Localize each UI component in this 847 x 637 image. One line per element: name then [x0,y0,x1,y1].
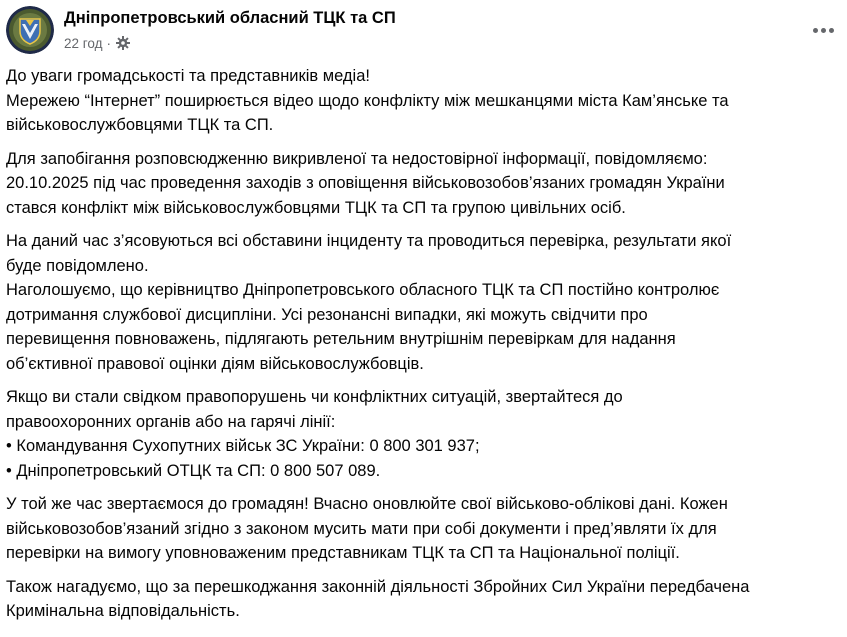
post-text-line: Кримінальна відповідальність. [6,602,240,620]
post-text-line: дотримання службової дисципліни. Усі резонансні випадки, які можуть свідчити про [6,305,648,324]
post-text-line: До уваги громадськості та представників медіа! [6,67,370,85]
post-paragraph [6,492,844,566]
post-paragraph [6,575,844,624]
post-text-line: стався конфлікт між військовослужбовцями ТЦК та СП та групою цивільних осіб. [6,198,626,217]
gear-icon[interactable] [115,35,131,51]
post-text-line: Мережею “Інтернет” поширюється відео щодо конфлікту між мешканцями міста Кам’янське та [6,91,729,110]
post-header [6,4,841,56]
meta-separator: · [106,35,111,51]
post-text-line: • Командування Сухопутних військ ЗС України: 0 800 301 937; [6,437,480,455]
avatar[interactable] [6,6,54,54]
post-text-line: правоохоронних органів або на гарячі лінії: [6,412,336,431]
post-paragraph [6,147,844,221]
post-meta [64,35,131,51]
post-text-line: перевищення повноважень, підлягають ретельним внутрішнім перевіркам для надання [6,330,676,348]
post-text-line: буде повідомлено. [6,256,149,275]
post-paragraph [6,229,844,376]
post-text-line: У той же час звертаємося до громадян! Вчасно оновлюйте свої військово-облікові дані. Кожен [6,495,728,513]
post-text-line: військовослужбовцями ТЦК та СП. [6,116,274,134]
post-text-line: Також нагадуємо, що за перешкоджання законній діяльності Збройних Сил України передбачена [6,577,750,596]
post-text-line: перевірки на вимогу уповноваженим представникам ТЦК та СП та Національної поліції. [6,544,680,562]
post-text-line: об’єктивної правової оцінки діям військовослужбовців. [6,354,424,373]
post-text-line: Якщо ви стали свідком правопорушень чи конфліктних ситуацій, звертайтеся до [6,388,623,406]
post-text-line: На даний час з’ясовуються всі обставини інциденту та проводиться перевірка, результати якої [6,232,732,250]
post-text-line: 20.10.2025 під час проведення заходів з оповіщення військовозобов’язаних громадян України [6,174,725,192]
page-title[interactable]: Дніпропетровський обласний ТЦК та СП [64,9,396,27]
post-text-line: військовозобов’язаний згідно з законом мусить мати при собі документи і пред’являти їх для [6,519,717,538]
post-paragraph [6,385,844,483]
more-horizontal-icon[interactable] [805,12,841,48]
post-timestamp[interactable]: 22 год [64,35,103,51]
post-body [6,64,844,633]
post-paragraph [6,64,844,138]
post-text-line: Наголошуємо, що керівництво Дніпропетровського обласного ТЦК та СП постійно контролює [6,281,720,299]
coat-of-arms-emblem [6,6,54,54]
post-text-line: • Дніпропетровський ОТЦК та СП: 0 800 507 089. [6,461,381,480]
post-text-line: Для запобігання розповсюдженню викривленої та недостовірної інформації, повідомляємо: [6,149,708,168]
